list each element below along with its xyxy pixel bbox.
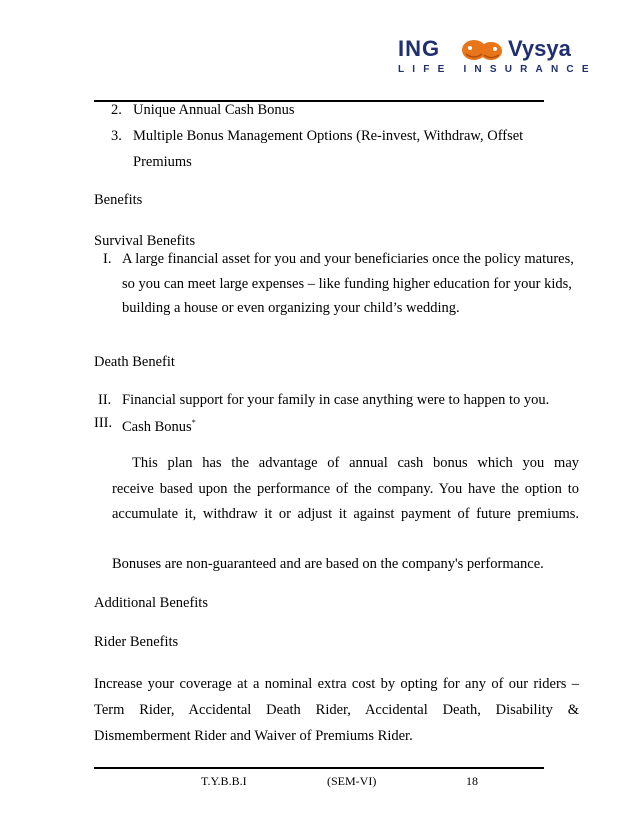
cash-bonus-paragraph-line: receive based upon the performance of the company. You have the option to (112, 481, 579, 497)
bonus-note: Bonuses are non-guaranteed and are based on the company's performance. (112, 556, 544, 572)
logo-brand-right: Vysya (508, 36, 571, 61)
section-heading-benefits: Benefits (94, 192, 143, 208)
death-item-text (122, 414, 196, 436)
rider-paragraph-line: Term Rider, Accidental Death Rider, Accidental Death, Disability & (94, 702, 579, 718)
section-heading-survival: Survival Benefits (94, 233, 196, 249)
death-item-number: II. (98, 392, 112, 408)
footer-semester: (SEM-VI) (327, 774, 377, 788)
section-heading-death: Death Benefit (94, 354, 175, 370)
footer-course: T.Y.B.B.I (201, 774, 247, 788)
death-item-number: III. (94, 415, 113, 431)
survival-item-number: I. (103, 251, 112, 267)
footer-rule (94, 767, 544, 769)
section-heading-additional: Additional Benefits (94, 595, 208, 611)
lion-icon (460, 38, 504, 62)
cash-bonus-label: Cash Bonus (122, 418, 192, 435)
rider-paragraph-line: Dismemberment Rider and Waiver of Premiums Rider. (94, 728, 413, 744)
cash-bonus-paragraph-line: This plan has the advantage of annual cash bonus which you may (132, 455, 579, 471)
section-heading-rider: Rider Benefits (94, 634, 179, 650)
survival-line: so you can meet large expenses – like funding higher education for your kids, (122, 276, 572, 292)
logo-brand-left: ING (398, 36, 441, 61)
list-item-text: Multiple Bonus Management Options (Re-invest, Withdraw, Offset (133, 128, 524, 144)
survival-line: A large financial asset for you and your beneficiaries once the policy matures, (122, 251, 574, 267)
list-item-number: 3. (111, 128, 122, 144)
list-item-text: Unique Annual Cash Bonus (133, 102, 295, 118)
page-number: 18 (466, 774, 478, 788)
death-item-text: Financial support for your family in case anything were to happen to you. (122, 392, 550, 408)
survival-line: building a house or even organizing your child’s wedding. (122, 300, 460, 316)
list-item-number: 2. (111, 102, 122, 118)
rider-paragraph-line: Increase your coverage at a nominal extra cost by opting for any of our riders – (94, 676, 579, 692)
logo-tagline: LIFE INSURANCE (398, 64, 597, 75)
ing-vysya-logo (398, 36, 597, 80)
list-item-continuation: Premiums (133, 154, 192, 170)
footnote-mark: * (191, 418, 196, 427)
cash-bonus-paragraph-line: accumulate it, withdraw it or adjust it against payment of future premiums. (112, 506, 579, 522)
